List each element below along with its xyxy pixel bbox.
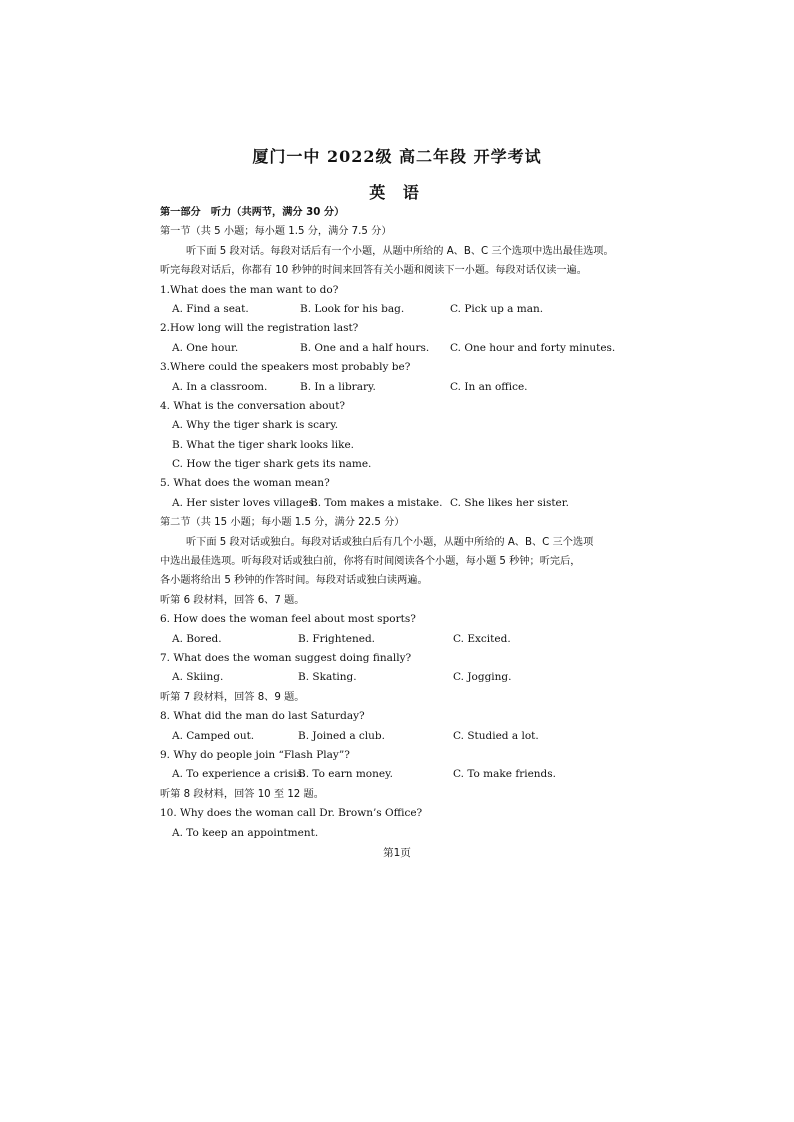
option-a: A. Why the tiger shark is scary. — [172, 419, 339, 432]
option-c: C. Jogging. — [453, 671, 512, 684]
question-stem: 2.How long will the registration last? — [160, 322, 359, 335]
option-a: A. One hour. — [172, 341, 239, 354]
option-b: B. To earn money. — [298, 768, 393, 781]
option-a: A. To experience a crisis. — [172, 768, 306, 781]
option-b: B. Joined a club. — [298, 729, 385, 742]
material-label: 听第 8 段材料，回答 10 至 12 题。 — [160, 788, 324, 800]
option-a: A. Bored. — [172, 632, 222, 645]
option-c: C. In an office. — [450, 380, 528, 393]
question-stem: 10. Why does the woman call Dr. Brown’s Office? — [160, 807, 423, 820]
section2-heading: 第二节（共 15 小题；每小题 1.5 分，满分 22.5 分） — [160, 517, 405, 529]
options-row — [160, 668, 620, 687]
question-stem: 7. What does the woman suggest doing finally? — [160, 651, 412, 664]
option-c: C. One hour and forty minutes. — [450, 341, 616, 354]
option-c: C. Studied a lot. — [453, 729, 539, 742]
option-a: A. Camped out. — [172, 729, 255, 742]
section2-instruction-line: 中选出最佳选项。听每段对话或独白前，你将有时间阅读各个小题，每小题 5 秒钟；听完后， — [160, 556, 581, 568]
question-stem: 1.What does the man want to do? — [160, 283, 339, 296]
option-b: B. Skating. — [298, 671, 357, 684]
question-stem: 9. Why do people join “Flash Play”? — [160, 748, 350, 761]
option-c: C. To make friends. — [453, 768, 557, 781]
options-row — [160, 494, 620, 513]
option-c: C. Pick up a man. — [450, 302, 544, 315]
options-row — [160, 630, 620, 649]
option-a: A. Skiing. — [172, 671, 224, 684]
options-row — [160, 765, 620, 784]
options-row — [160, 378, 620, 397]
option-b: B. Look for his bag. — [300, 302, 405, 315]
subject-title: 英 语 — [369, 183, 425, 202]
question-stem: 4. What is the conversation about? — [160, 399, 346, 412]
exam-title: 厦门一中 2022级 高二年段 开学考试 — [252, 147, 542, 166]
option-b: B. Tom makes a mistake. — [310, 496, 443, 509]
options-row — [160, 339, 620, 358]
question-stem: 6. How does the woman feel about most sports? — [160, 613, 416, 626]
section1-instruction-line: 听完每段对话后，你都有 10 秒钟的时间来回答有关小题和阅读下一小题。每段对话仅读一遍。 — [160, 265, 587, 277]
option-c: C. Excited. — [453, 632, 511, 645]
section2-instruction-line: 听下面 5 段对话或独白。每段对话或独白后有几个小题，从题中所给的 A、B、C 三个选项 — [186, 536, 594, 548]
question-stem: 5. What does the woman mean? — [160, 477, 330, 490]
part1-heading: 第一部分 听力（共两节，满分 30 分） — [160, 207, 345, 218]
material-label: 听第 7 段材料，回答 8、9 题。 — [160, 691, 305, 703]
option-b: B. Frightened. — [298, 632, 376, 645]
options-row — [160, 727, 620, 746]
option-c: C. How the tiger shark gets its name. — [172, 458, 372, 471]
options-row — [160, 300, 620, 319]
option-a: A. Find a seat. — [172, 302, 249, 315]
option-a: A. In a classroom. — [172, 380, 268, 393]
question-stem: 3.Where could the speakers most probably be? — [160, 361, 411, 374]
section1-heading: 第一节（共 5 小题；每小题 1.5 分，满分 7.5 分） — [160, 226, 392, 238]
section2-instruction-line: 各小题将给出 5 秒钟的作答时间。每段对话或独白读两遍。 — [160, 575, 428, 587]
option-b: B. One and a half hours. — [300, 341, 430, 354]
exam-body — [160, 203, 620, 843]
option-a: A. Her sister loves villages. — [172, 496, 318, 509]
option-b: B. In a library. — [300, 380, 376, 393]
question-stem: 8. What did the man do last Saturday? — [160, 710, 365, 723]
option-a: A. To keep an appointment. — [172, 826, 319, 839]
material-label: 听第 6 段材料，回答 6、7 题。 — [160, 594, 305, 606]
page-number: 第1页 — [383, 847, 411, 859]
section1-instruction-line: 听下面 5 段对话。每段对话后有一个小题，从题中所给的 A、B、C 三个选项中选出最佳选项。 — [186, 245, 614, 257]
option-c: C. She likes her sister. — [450, 496, 569, 509]
option-b: B. What the tiger shark looks like. — [172, 438, 355, 451]
